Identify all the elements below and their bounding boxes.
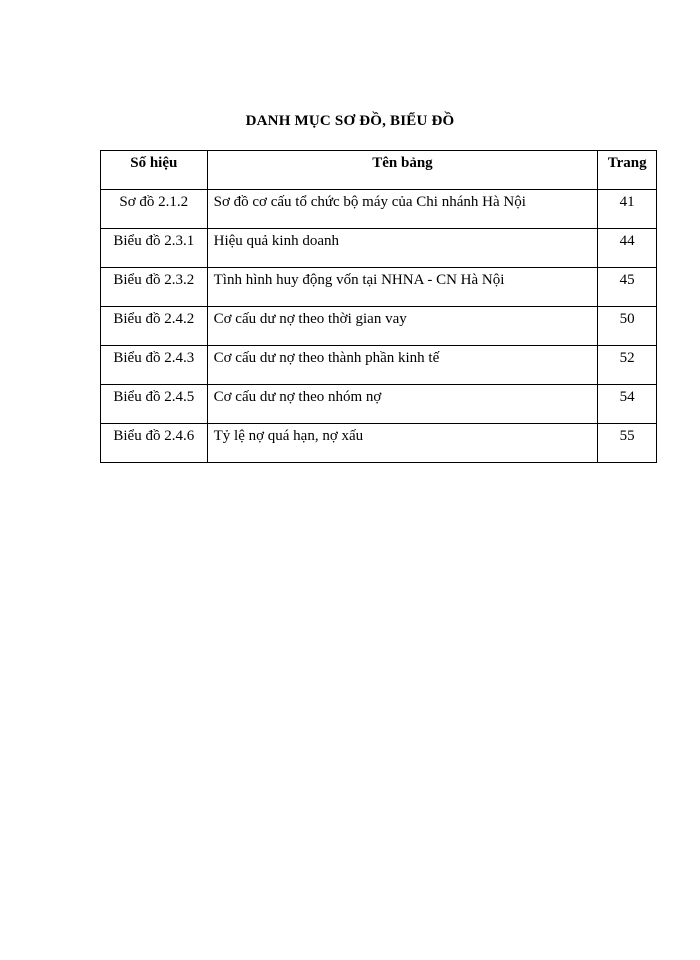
- figure-name: Cơ cấu dư nợ theo thành phần kinh tế: [207, 346, 598, 385]
- column-header-name: Tên bảng: [207, 151, 598, 190]
- figure-page: 41: [598, 190, 657, 229]
- figure-code: Sơ đồ 2.1.2: [101, 190, 208, 229]
- figure-name: Hiệu quả kinh doanh: [207, 229, 598, 268]
- figure-page: 50: [598, 307, 657, 346]
- table-row: [101, 190, 657, 229]
- figure-code: Biểu đồ 2.3.1: [101, 229, 208, 268]
- figure-name: Sơ đồ cơ cấu tổ chức bộ máy của Chi nhánh Hà Nội: [207, 190, 598, 229]
- table-row: [101, 385, 657, 424]
- figure-name: Cơ cấu dư nợ theo thời gian vay: [207, 307, 598, 346]
- figure-code: Biểu đồ 2.4.2: [101, 307, 208, 346]
- figure-page: 44: [598, 229, 657, 268]
- figure-code: Biểu đồ 2.3.2: [101, 268, 208, 307]
- figure-page: 54: [598, 385, 657, 424]
- column-header-code: Số hiệu: [101, 151, 208, 190]
- table-row: [101, 268, 657, 307]
- figure-code: Biểu đồ 2.4.6: [101, 424, 208, 463]
- figure-name: Cơ cấu dư nợ theo nhóm nợ: [207, 385, 598, 424]
- table-row: [101, 307, 657, 346]
- figure-name: Tình hình huy động vốn tại NHNA - CN Hà Nội: [207, 268, 598, 307]
- figure-page: 52: [598, 346, 657, 385]
- figure-index-table: [100, 150, 657, 463]
- column-header-page: Trang: [598, 151, 657, 190]
- page-title: DANH MỤC SƠ ĐỒ, BIỂU ĐỒ: [245, 113, 455, 129]
- figure-page: 45: [598, 268, 657, 307]
- table-row: [101, 424, 657, 463]
- figure-name: Tỷ lệ nợ quá hạn, nợ xấu: [207, 424, 598, 463]
- table-header-row: [101, 151, 657, 190]
- figure-page: 55: [598, 424, 657, 463]
- figure-code: Biểu đồ 2.4.3: [101, 346, 208, 385]
- table-row: [101, 229, 657, 268]
- table-row: [101, 346, 657, 385]
- figure-code: Biểu đồ 2.4.5: [101, 385, 208, 424]
